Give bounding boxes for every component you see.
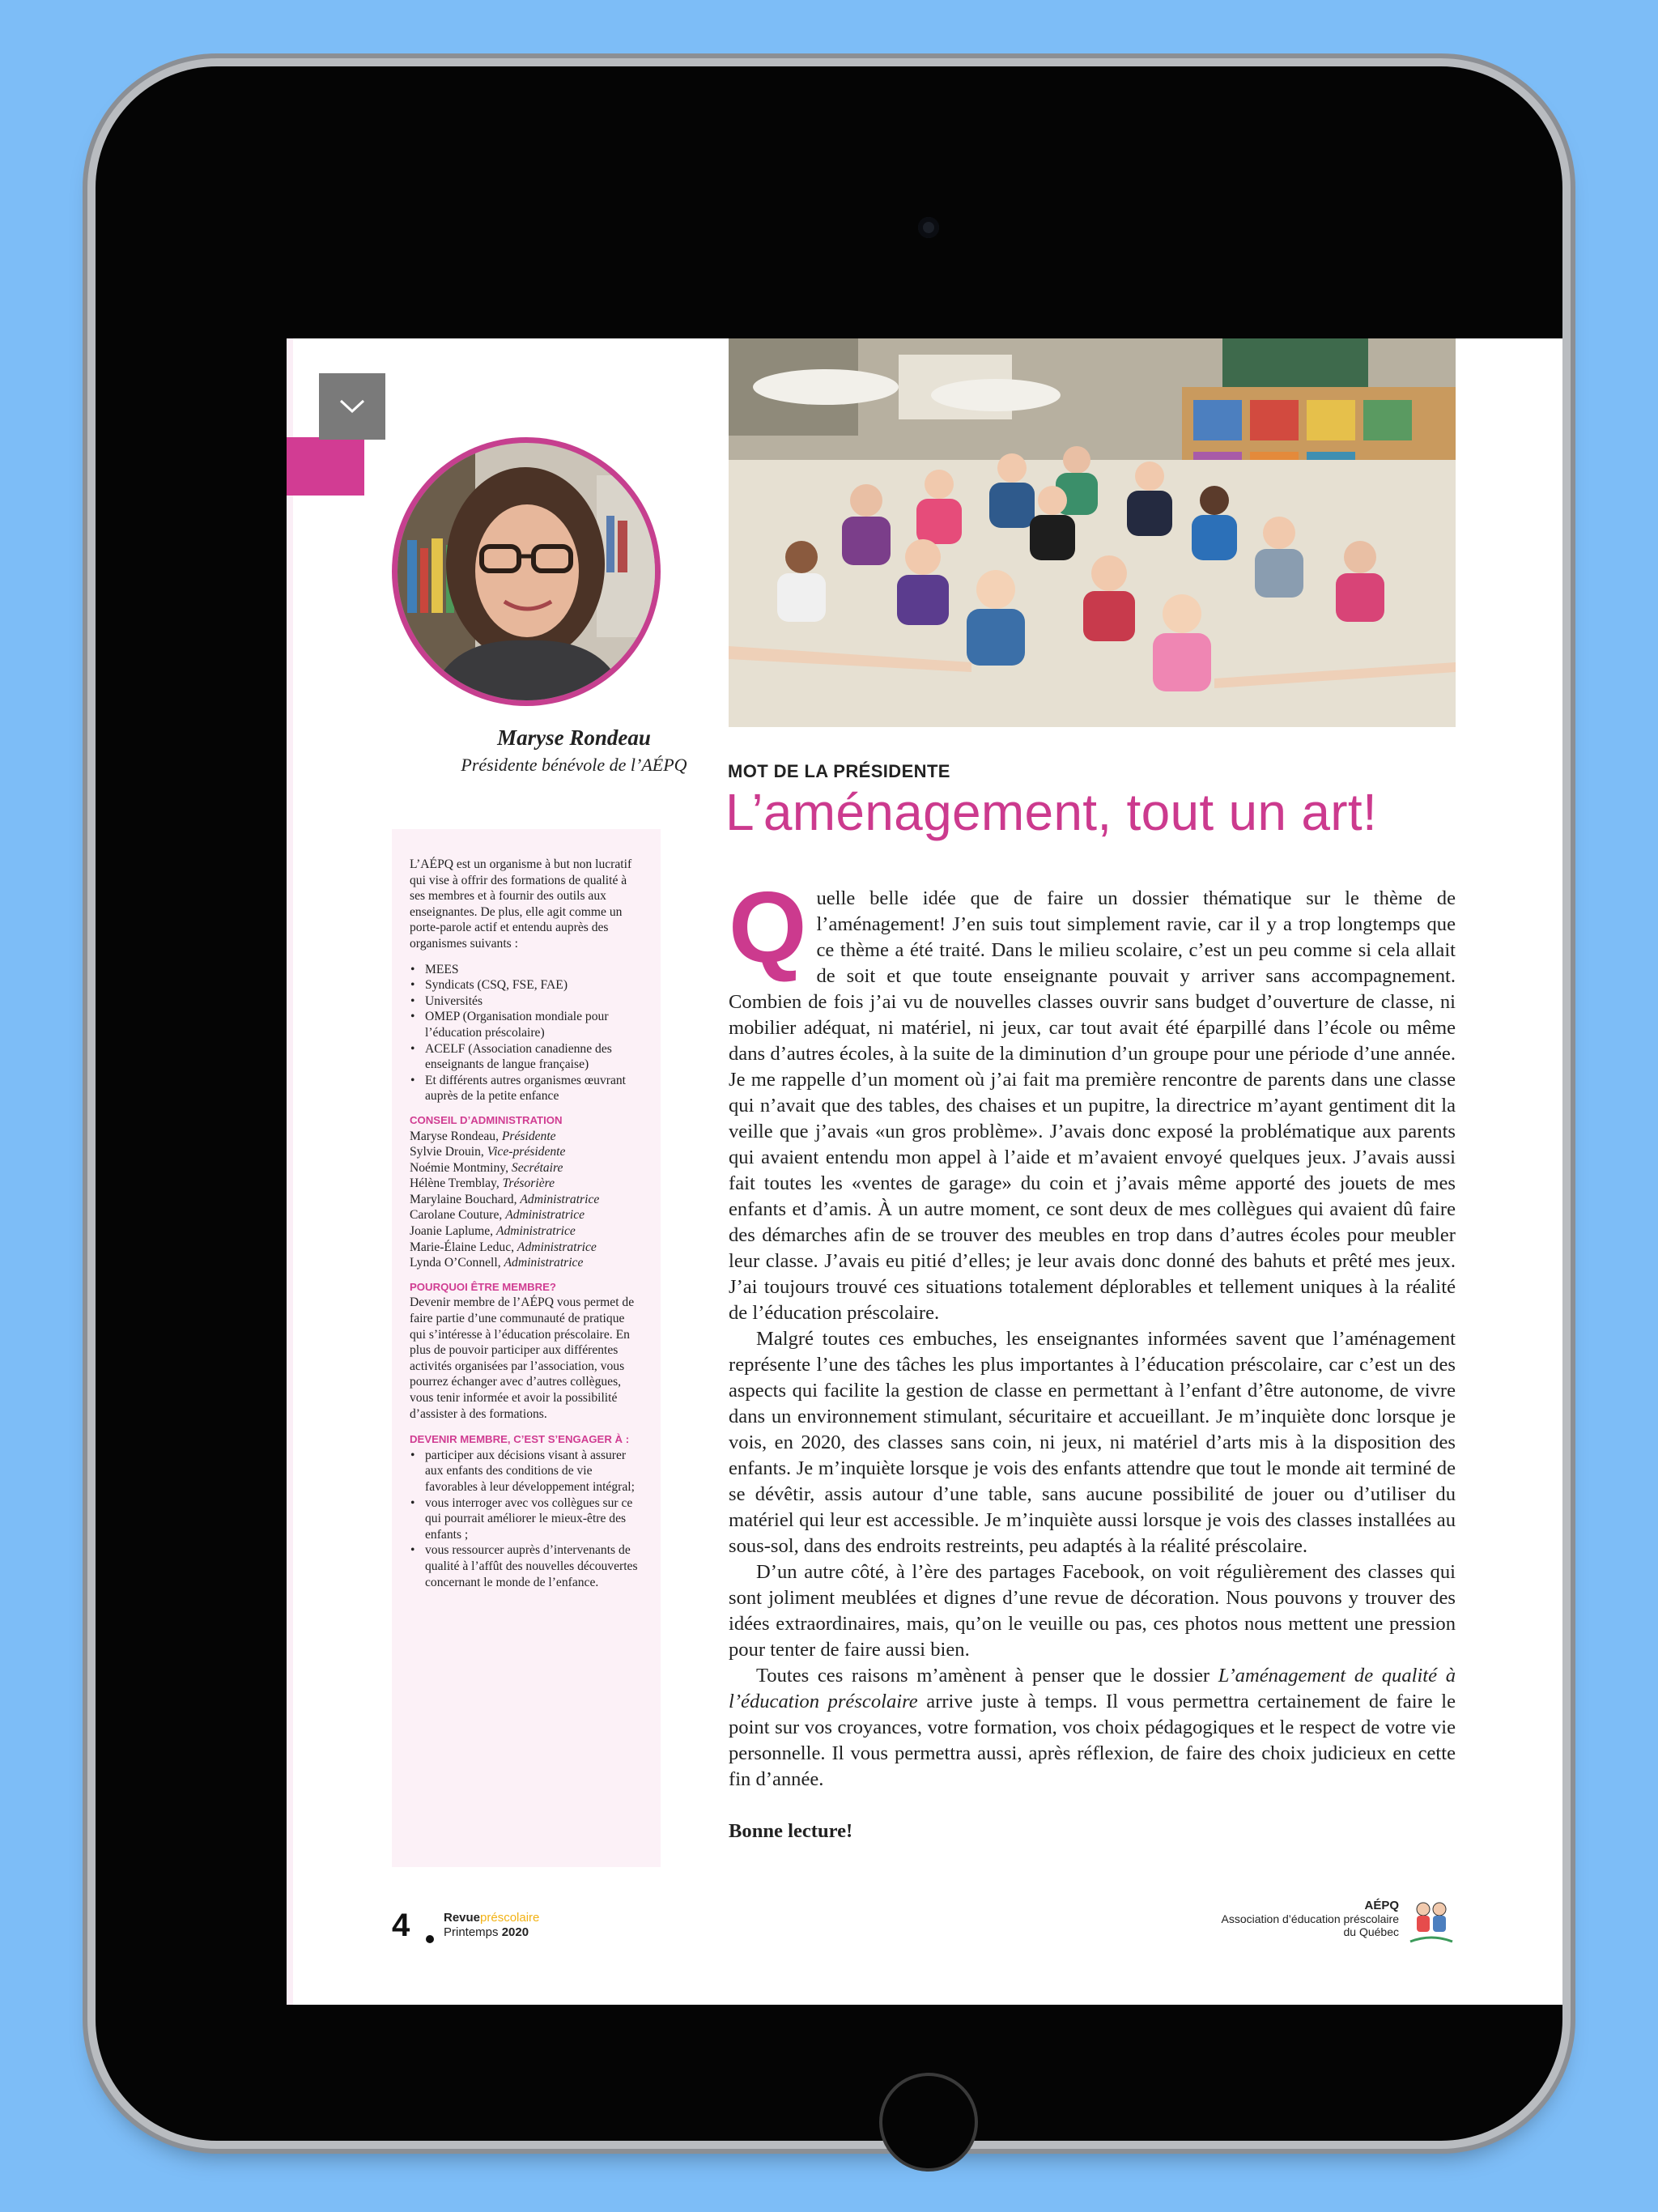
article-body (729, 872, 1456, 1844)
list-item: • vous interroger avec vos collègues sur ce qui pourrait améliorer le mieux-être des enfants ; (425, 1495, 643, 1543)
drop-cap: Q (729, 872, 807, 984)
engage-list (410, 1448, 643, 1590)
page-edge-strip (287, 338, 293, 2005)
sidebar-intro: L’AÉPQ est un organisme à but non lucratif qui vise à offrir des formations de qualité à ses membres et à fournir des outils aux enseignantes. De plus, elle agit comme un porte-parole actif et entendu auprès des organismes suivants : (410, 857, 632, 951)
article-headline: L’aménagement, tout un art! (725, 783, 1378, 841)
list-item: • MEES (425, 962, 643, 978)
sidebar-box (392, 829, 661, 1867)
list-item: • participer aux décisions visant à assurer aux enfants des conditions de vie favorables à leur développement intégral; (425, 1448, 643, 1495)
author-role: Présidente bénévole de l’AÉPQ (461, 755, 687, 775)
list-item: • Et différents autres organismes œuvrant auprès de la petite enfance (425, 1073, 643, 1104)
author-portrait (392, 437, 661, 706)
board-member: Hélène Tremblay, Trésorière (410, 1176, 555, 1191)
collapse-button[interactable] (319, 373, 385, 440)
board-member: Sylvie Drouin, Vice-présidente (410, 1145, 566, 1159)
engage-heading: DEVENIR MEMBRE, C’EST S’ENGAGER À : (410, 1433, 630, 1446)
list-item: • Syndicats (CSQ, FSE, FAE) (425, 977, 643, 993)
classroom-photo (729, 338, 1456, 727)
paragraph: Quelle belle idée que de faire un dossier thématique sur le thème de l’aménagement! J’en suis tout simplement ravie, car il y a trop longtemps que ce thème a été traité. Dans le milieu scolaire, c’est un peu comme si cela allait de soit et que toute enseignante pouvait y arriver sans accompagnement. Combien de fois j’ai vu de nouvelles classes ouvrir sans budget d’ouverture de classe, ni mobilier adéquat, ni matériel, ni jeux, car tout avait été éparpillé dans l’école ou même dans d’autres écoles, à la suite de la diminution d’un groupe pour une période d’une année. Je me rappelle d’un moment où j’ai fait ma première rencontre de parents dans une classe qui n’avait que des tables, des chaises et un pupitre, la directrice m’ayant gentiment dit la veille que j’avais «un gros problème». J’avais donc exposé la problématique aux parents qui avaient entendu mon appel à l’aide et m’avaient envoyé quelques jeux. J’avais aussi fait toutes les «ventes de garage» du coin et j’avais même apporté des jouets de mes enfants et d’amis. À un autre moment, ce sont deux de mes collègues qui avaient dû faire des démarches afin de se trouver des meubles en trop dans d’autres écoles pour meubler leur classe. J’avais eu pitié d’elles; je leur avais donc donné des bahuts et prêté mes jeux. J’ai toujours trouvé ces situations totalement déplorables et tellement uniques à la réalité de l’éducation préscolaire. (729, 872, 1456, 1324)
board-heading: CONSEIL D’ADMINISTRATION (410, 1113, 563, 1126)
paragraph: Toutes ces raisons m’amènent à penser que le dossier L’aménagement de qualité à l’éducation préscolaire arrive juste à temps. Il vous permettra certainement de faire le point sur vos croyances, votre formation, vos choix pédagogiques et le respect de votre vie personnelle. Il vous permettra aussi, après réflexion, de faire des choix judicieux en cette fin d’année. (729, 1665, 1456, 1790)
list-item: • OMEP (Organisation mondiale pour l’éducation préscolaire) (425, 1009, 643, 1040)
association-logo (1405, 1896, 1457, 1948)
board-member: Noémie Montminy, Secrétaire (410, 1160, 563, 1175)
why-text: Devenir membre de l’AÉPQ vous permet de faire partie d’une communauté de pratique qui s’intéresse à l’éducation préscolaire. En plus de pouvoir participer aux différentes activités organisées par l’association, vous pourrez échanger avec d’autres collègues, vous tenir informée et avoir la possibilité d’assister à des formations. (410, 1295, 635, 1421)
chevron-down-icon (338, 398, 366, 415)
article-kicker: MOT DE LA PRÉSIDENTE (728, 761, 950, 781)
association-credit: AÉPQ Association d’éducation préscolaire du Québec (1221, 1899, 1399, 1938)
board-member: Joanie Laplume, Administratrice (410, 1224, 576, 1239)
list-item: • vous ressourcer auprès d’intervenants de qualité à l’affût des nouvelles découvertes concernant le monde de l’enfance. (425, 1542, 643, 1590)
home-button[interactable] (879, 2073, 978, 2172)
tablet-frame (96, 66, 1562, 2141)
page-number: 4 (392, 1908, 410, 1943)
author-name: Maryse Rondeau (497, 725, 651, 750)
list-item: • Universités (425, 993, 643, 1010)
magazine-page (287, 338, 1562, 2005)
board-member: Marylaine Bouchard, Administratrice (410, 1192, 600, 1206)
page-dot (426, 1935, 434, 1943)
paragraph: D’un autre côté, à l’ère des partages Facebook, on voit régulièrement des classes qui sont joliment meublées et dignes d’une revue de décoration. Nous pouvons y trouver des idées extraordinaires, mais, qu’on le veuille ou pas, ces photos nous mettent une pression pour tenter de faire aussi bien. (729, 1561, 1456, 1661)
organizations-list (410, 962, 643, 1104)
paragraph: Malgré toutes ces embuches, les enseignantes informées savent que l’aménagement représente l’une des tâches les plus importantes à l’éducation préscolaire, car c’est un des aspects qui facilite la gestion de classe en permettant à l’enfant d’être autonome, de vivre dans un environnement stimulant, sécuritaire et accueillant. Je m’inquiète donc lorsque je vois, en 2020, des classes sans coin, ni jeux, ni matériel d’arts mis à la disposition des enfants. Je m’inquiète lorsque je vois des enfants attendre que tout le monde ait terminé de se dévêtir, assis autour d’une table, sans aucune possibilité de jouer ou d’utiliser du matériel qui leur est accessible. Je m’inquiète aussi lorsque je vois des classes installées au sous-sol, dans des endroits restreints, peu adaptés à la réalité préscolaire. (729, 1328, 1456, 1557)
section-tab (287, 437, 364, 496)
camera (918, 217, 939, 238)
closing-line: Bonne lecture! (729, 1820, 853, 1842)
board-member: Lynda O’Connell, Administratrice (410, 1256, 584, 1270)
board-list (410, 1129, 643, 1271)
board-member: Marie-Élaine Leduc, Administratrice (410, 1240, 597, 1254)
list-item: • ACELF (Association canadienne des enseignants de langue française) (425, 1041, 643, 1073)
why-heading: POURQUOI ÊTRE MEMBRE? (410, 1280, 556, 1293)
board-member: Maryse Rondeau, Présidente (410, 1129, 556, 1143)
board-member: Carolane Couture, Administratrice (410, 1208, 585, 1223)
magazine-name: Revuepréscolaire Printemps 2020 (444, 1911, 540, 1939)
